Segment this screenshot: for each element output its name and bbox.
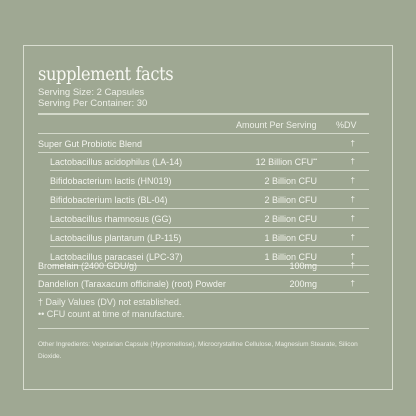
strain-row <box>38 229 369 247</box>
strain-amount-value: 1 Billion CFU <box>264 252 317 262</box>
strain-row <box>38 191 369 209</box>
other-row <box>38 275 369 293</box>
blend-row <box>38 135 369 153</box>
strain-dv: † <box>350 195 355 204</box>
strain-dv: † <box>350 176 355 185</box>
amount-per-serving-header: Amount Per Serving <box>236 120 317 130</box>
row-rule <box>50 208 369 209</box>
strain-amount <box>264 176 317 186</box>
strain-dv: † <box>350 233 355 242</box>
row-rule <box>50 189 369 190</box>
other-name: Bromelain (2400 GDU/g) <box>38 261 138 271</box>
servings-per-container: Serving Per Container: 30 <box>38 98 148 109</box>
header-rule <box>38 133 369 134</box>
strain-amount-value: 2 Billion CFU <box>264 214 317 224</box>
strain-amount-value: 1 Billion CFU <box>264 233 317 243</box>
strain-dv: † <box>350 252 355 261</box>
other-ingredients: Other Ingredients: Vegetarian Capsule (Hypromellose), Microcrystalline Cellulose, Magnesium Stearate, Silicon Dioxide. <box>38 341 358 360</box>
blend-dv: † <box>350 139 355 148</box>
other-amount-value: 200mg <box>289 279 317 289</box>
panel-title: supplement facts <box>38 63 174 85</box>
serving-size: Serving Size: 2 Capsules <box>38 87 145 98</box>
strain-name: Bifidobacterium lactis (HN019) <box>50 176 172 186</box>
row-rule <box>50 227 369 228</box>
footer-rule <box>38 328 369 329</box>
strain-name: Bifidobacterium lactis (BL-04) <box>50 195 168 205</box>
strain-dv: † <box>350 214 355 223</box>
strain-dv: † <box>350 157 355 166</box>
other-amount <box>289 261 317 271</box>
strain-amount <box>264 195 317 205</box>
strain-amount <box>256 157 317 167</box>
strain-amount-value: 2 Billion CFU <box>264 176 317 186</box>
other-amount-value: 100mg <box>289 261 317 271</box>
top-rule <box>38 113 369 115</box>
strain-name: Lactobacillus paracasei (LPC-37) <box>50 252 183 262</box>
blend-name: Super Gut Probiotic Blend <box>38 139 143 149</box>
strain-name: Lactobacillus plantarum (LP-115) <box>50 233 182 243</box>
strain-row <box>38 172 369 190</box>
daily-value-note: † Daily Values (DV) not established. <box>38 297 182 307</box>
cfu-note: •• CFU count at time of manufacture. <box>38 309 185 319</box>
other-name: Dandelion (Taraxacum officinale) (root) Powder <box>38 279 226 289</box>
row-rule <box>38 292 369 293</box>
strain-name: Lactobacillus rhamnosus (GG) <box>50 214 172 224</box>
row-rule <box>50 246 369 247</box>
other-amount <box>289 279 317 289</box>
strain-row <box>38 210 369 228</box>
other-row <box>38 257 369 275</box>
strain-amount <box>264 233 317 243</box>
other-dv: † <box>350 261 355 270</box>
strain-amount <box>264 214 317 224</box>
strain-amount-value: 2 Billion CFU <box>264 195 317 205</box>
other-dv: † <box>350 279 355 288</box>
dv-header: %DV <box>336 120 357 130</box>
strain-amount-value: 12 Billion CFU <box>255 157 314 167</box>
cfu-footnote-mark: •• <box>313 157 317 163</box>
strain-row <box>38 153 369 171</box>
row-rule <box>50 170 369 171</box>
strain-name: Lactobacillus acidophilus (LA-14) <box>50 157 183 167</box>
